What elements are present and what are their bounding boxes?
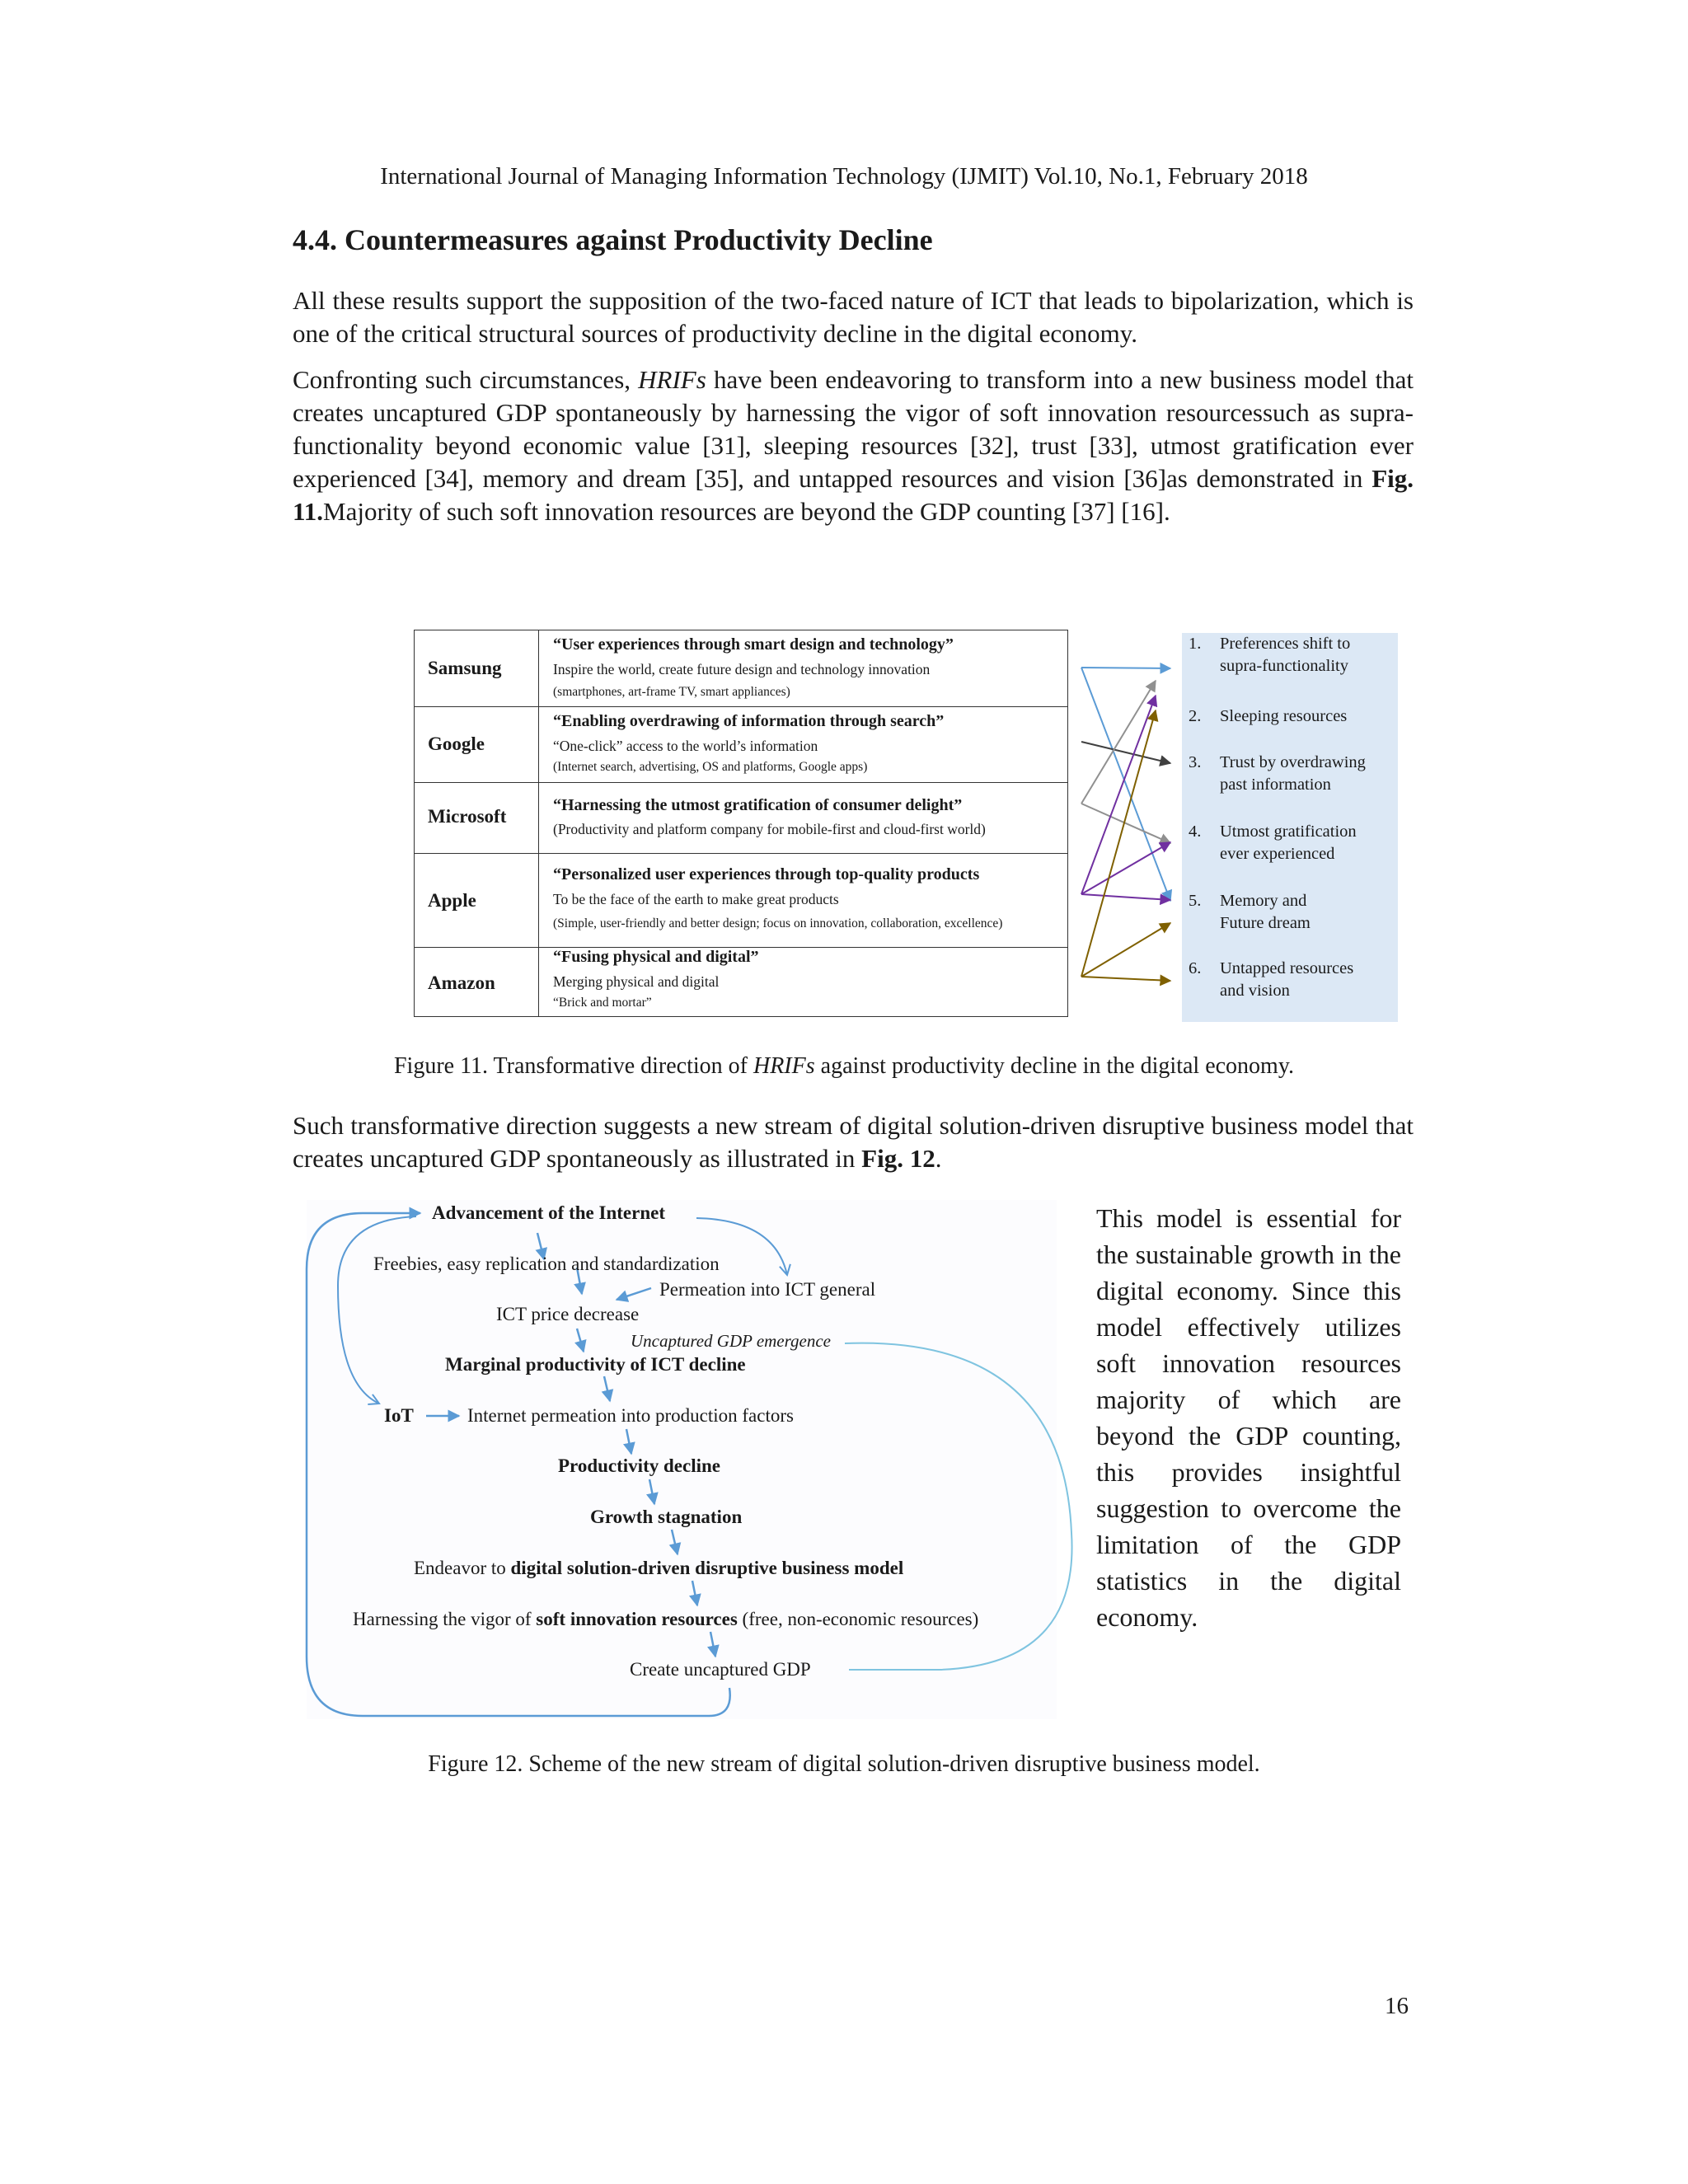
company-desc: (Productivity and platform company for mobile-first and cloud-first world) [553,821,986,837]
step-arrow [604,1376,610,1401]
node-productivity-decline: Productivity decline [558,1455,720,1476]
page-number: 16 [1385,1993,1409,2019]
node-growth-stagnation: Growth stagnation [590,1507,743,1527]
iot-branch-arrow [338,1216,416,1404]
figure-12-caption: Figure 12. Scheme of the new stream of digital solution-driven disruptive business model. [428,1751,1260,1777]
side-paragraph: This model is essential for the sustainable growth in the digital economy. Since this model effectively utilizes soft innovation resources majority of which are beyond the GDP counting, this provides insightful suggestion to overcome the limitation of the GDP statistics in the digital economy. [1096,1203,1401,1632]
company-note: “Brick and mortar” [553,996,652,1010]
node-harnessing: Harnessing the vigor of soft innovation resources (free, non-economic resources) [353,1609,979,1629]
company-slogan: “Harnessing the utmost gratification of consumer delight” [553,796,963,814]
node-create-gdp: Create uncaptured GDP [630,1659,811,1680]
node-endeavor: Endeavor to digital solution-driven disruptive business model [414,1558,904,1578]
step-arrow [649,1479,654,1504]
resource-item: 5. Memory and Future dream [1189,892,1311,932]
company-slogan: “Enabling overdrawing of information through search” [553,712,945,730]
resource-item: 4. Utmost gratification ever experienced [1189,823,1357,863]
company-name: Google [428,733,485,754]
journal-header: International Journal of Managing Information Technology (IJMIT) Vol.10, No.1, February 2018 [380,163,1308,190]
company-name: Amazon [428,972,495,993]
step-arrow [672,1530,678,1554]
step-arrow [626,1429,631,1454]
company-name: Samsung [428,658,502,678]
node-internet-permeation: Internet permeation into production factors [467,1405,794,1426]
resource-item: 6. Untapped resources and vision [1189,959,1354,1000]
section-title: 4.4. Countermeasures against Productivity Decline [293,223,933,256]
node-freebies: Freebies, easy replication and standardization [373,1254,720,1274]
node-advancement: Advancement of the Internet [432,1202,665,1223]
company-slogan: “User experiences through smart design and technology” [553,635,954,654]
figure-11-caption: Figure 11. Transformative direction of HRIFs against productivity decline in the digital economy. [393,1053,1295,1079]
company-slogan: “Personalized user experiences through top-quality products [553,865,980,883]
company-slogan: “Fusing physical and digital” [553,948,759,966]
company-name: Microsoft [428,806,507,827]
node-uncaptured: Uncaptured GDP emergence [631,1331,831,1351]
resource-item: 1. Preferences shift to supra-functionality [1189,635,1351,675]
paragraph-2: Confronting such circumstances, HRIFs have been endeavoring to transform into a new business model that creates uncaptured GDP spontaneously by harnessing the vigor of soft innovation resourcessuch as supra-functionality beyond economic value [31], sleeping resources [32], trust [33], utmost gratification ever experienced [34], memory and dream [35], and untapped resources and vision [36]as demonstrated in Fig. 11.Majority of such soft innovation resources are beyond the GDP counting [37] [16]. [293,365,1414,526]
resource-item: 3. Trust by overdrawing past information [1189,753,1366,794]
resource-item: 2. Sleeping resources [1189,707,1348,725]
step-arrow [710,1632,715,1657]
company-note: (Simple, user-friendly and better design; focus on innovation, collaboration, excellence) [553,916,1003,930]
node-price-decrease: ICT price decrease [496,1304,640,1324]
step-arrow [577,1329,584,1352]
step-arrow [692,1581,697,1605]
company-desc: To be the face of the earth to make great products [553,891,839,907]
paragraph-1: All these results support the supposition of the two-faced nature of ICT that leads to bipolarization, which is one of the critical structural sources of productivity decline in the digital economy. [293,286,1414,348]
node-marginal: Marginal productivity of ICT decline [445,1354,746,1375]
node-permeation: Permeation into ICT general [659,1279,876,1300]
paragraph-3: Such transformative direction suggests a new stream of digital solution-driven disruptive business model that creates uncaptured GDP spontaneously as illustrated in Fig. 12. [293,1111,1414,1173]
step-arrow [617,1288,651,1300]
company-desc: “One-click” access to the world’s information [553,738,818,754]
node-iot: IoT [384,1405,414,1426]
company-note: (smartphones, art-frame TV, smart appliances) [553,685,790,699]
company-desc: Merging physical and digital [553,973,720,990]
company-name: Apple [428,890,476,911]
company-desc: Inspire the world, create future design and technology innovation [553,661,931,677]
company-note: (Internet search, advertising, OS and platforms, Google apps) [553,760,868,774]
